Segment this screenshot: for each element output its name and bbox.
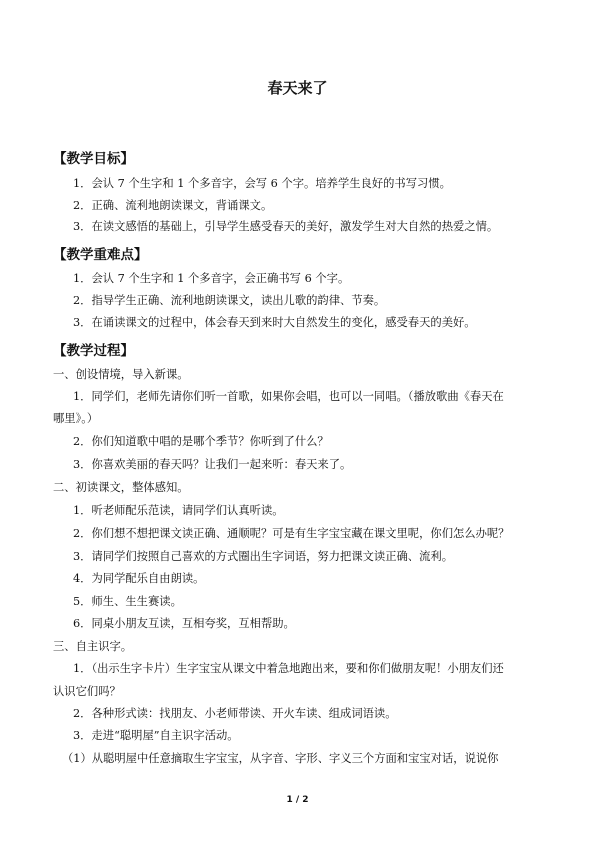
process-line: 2．你们知道歌中唱的是哪个季节？你听到了什么？ [73, 435, 329, 448]
process-line: （1）从聪明屋中任意摘取生字宝宝，从字音、字形、字义三个方面和宝宝对话，说说你 [62, 752, 499, 765]
process-line: 1．同学们，老师先请你们听一首歌，如果你会唱，也可以一同唱。（播放歌曲《春天在 [73, 390, 504, 403]
page-number: 1 / 2 [286, 795, 309, 805]
goal-item-1: 1．会认 7 个生字和 1 个多音字，会写 6 个字。培养学生良好的书写习惯。 [73, 177, 451, 190]
keypoint-item-3: 3．在诵读课文的过程中，体会春天到来时大自然发生的变化，感受春天的美好。 [73, 316, 476, 329]
page-title: 春天来了 [267, 79, 328, 97]
process-step-2: 二、初读课文，整体感知。 [53, 481, 189, 494]
section-heading-goals: 【教学目标】 [53, 151, 134, 167]
goal-item-2: 2．正确、流利地朗读课文，背诵课文。 [73, 199, 273, 212]
process-line: 5．师生、生生赛读。 [73, 595, 182, 608]
process-line: 3．请同学们按照自己喜欢的方式圈出生字词语，努力把课文读正确、流利。 [73, 550, 453, 563]
process-line: 4．为同学配乐自由朗读。 [73, 572, 205, 585]
section-heading-process: 【教学过程】 [53, 343, 134, 359]
process-step-1: 一、创设情境，导入新课。 [53, 368, 189, 381]
process-line: 6．同桌小朋友互读，互相夸奖，互相帮助。 [73, 617, 295, 630]
goal-item-3: 3．在读文感悟的基础上，引导学生感受春天的美好，激发学生对大自然的热爱之情。 [73, 220, 499, 233]
process-line: 2．你们想不想把课文读正确、通顺呢？可是有生字宝宝藏在课文里呢，你们怎么办呢？ [73, 527, 510, 540]
keypoint-item-1: 1．会认 7 个生字和 1 个多音字，会正确书写 6 个字。 [73, 272, 350, 285]
process-line: 1．听老师配乐范读，请同学们认真听读。 [73, 504, 284, 517]
process-line: 3．你喜欢美丽的春天吗？让我们一起来听：春天来了。 [73, 458, 352, 471]
process-line: 3．走进“聪明屋”自主识字活动。 [73, 729, 239, 742]
process-line: 1．（出示生字卡片）生字宝宝从课文中着急地跑出来，要和你们做朋友呢！小朋友们还 [73, 662, 504, 675]
section-heading-keypoints: 【教学重难点】 [53, 247, 148, 263]
process-line: 哪里》。） [53, 412, 99, 425]
process-step-3: 三、自主识字。 [53, 640, 133, 653]
process-line: 2．各种形式读：找朋友、小老师带读、开火车读、组成词语读。 [73, 707, 397, 720]
process-line: 认识它们吗？ [53, 685, 121, 698]
keypoint-item-2: 2．指导学生正确、流利地朗读课文，读出儿歌的韵律、节奏。 [73, 294, 386, 307]
